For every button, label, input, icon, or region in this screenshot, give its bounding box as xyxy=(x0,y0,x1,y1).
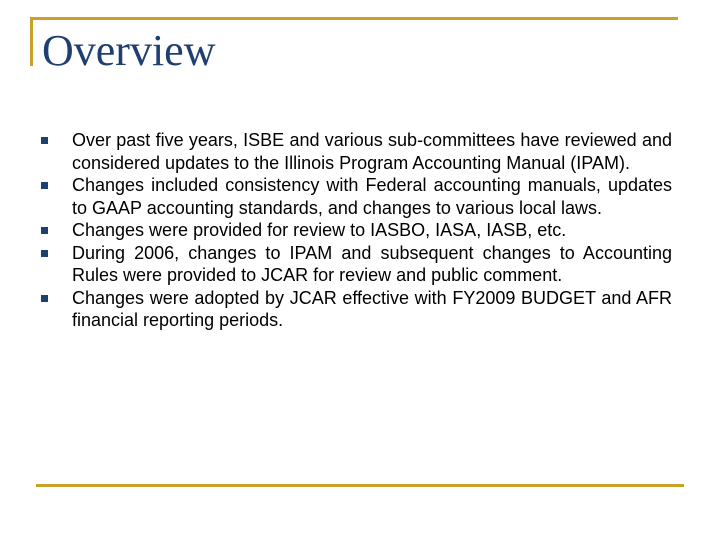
square-bullet-icon xyxy=(36,174,72,197)
bottom-accent-rule xyxy=(36,484,684,487)
square-bullet-icon xyxy=(36,129,72,152)
bullet-text: Changes were adopted by JCAR effective with FY2009 BUDGET and AFR financial reporting periods. xyxy=(72,287,672,330)
bullet-item xyxy=(36,129,672,174)
bullet-text: Changes were provided for review to IASBO, IASA, IASB, etc. xyxy=(72,220,567,240)
bullet-item xyxy=(36,174,672,219)
top-accent-rule xyxy=(30,17,678,20)
slide-title: Overview xyxy=(42,26,216,75)
bullet-item xyxy=(36,287,672,332)
bullet-item xyxy=(36,219,672,242)
bullet-text: Changes included consistency with Federal accounting manuals, updates to GAAP accounting standards, and changes to various local laws. xyxy=(72,175,672,218)
left-accent-rule xyxy=(30,17,33,66)
bullet-list xyxy=(36,129,672,332)
bullet-item xyxy=(36,242,672,287)
bullet-text: Over past five years, ISBE and various sub-committees have reviewed and considered updates to the Illinois Program Accounting Manual (IPAM). xyxy=(72,130,672,173)
square-bullet-icon xyxy=(36,287,72,310)
square-bullet-icon xyxy=(36,242,72,265)
square-bullet-icon xyxy=(36,219,72,242)
bullet-text: During 2006, changes to IPAM and subsequent changes to Accounting Rules were provided to JCAR for review and public comment. xyxy=(72,242,672,285)
